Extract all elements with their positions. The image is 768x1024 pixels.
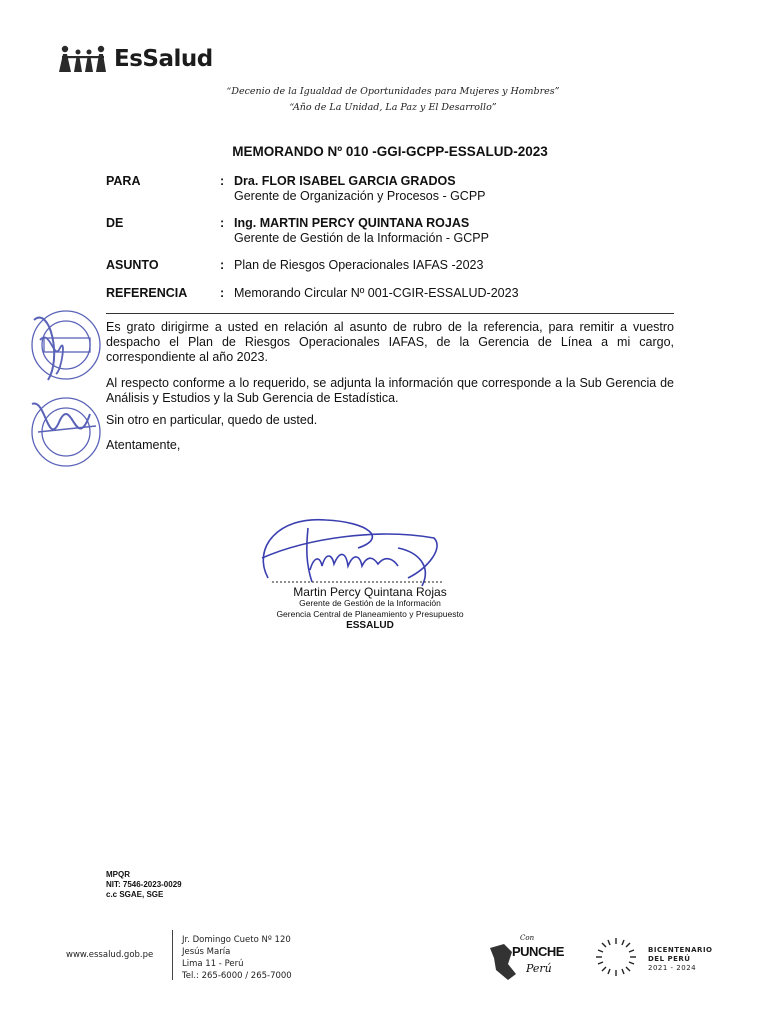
field-value-para bbox=[234, 174, 486, 204]
body-paragraph-1: Es grato dirigirme a usted en relación al asunto de rubro de la referencia, para remitir a vuestro despacho el Plan de Riesgos Operacionales IAFAS, de la Gerencia de Línea a mi cargo, correspondiente al año 2023. bbox=[106, 320, 674, 364]
footer-url[interactable]: www.essalud.gob.pe bbox=[66, 950, 154, 960]
signer-name: Martin Percy Quintana Rojas bbox=[293, 585, 447, 599]
bicentenario-line-2: DEL PERÚ bbox=[648, 955, 691, 963]
address-line-1: Jr. Domingo Cueto Nº 120 bbox=[182, 935, 291, 945]
reference-initials bbox=[106, 870, 182, 900]
campaign-punche: PUNCHE bbox=[512, 944, 564, 959]
campaign-con: Con bbox=[520, 934, 535, 942]
bicentenario-text bbox=[648, 946, 713, 973]
de-name: Ing. MARTIN PERCY QUINTANA ROJAS bbox=[234, 216, 470, 230]
field-label-de: DE bbox=[106, 216, 124, 230]
signer-role: Gerente de Gestión de la Información bbox=[299, 598, 441, 608]
signer-org: ESSALUD bbox=[346, 620, 394, 631]
header-divider bbox=[106, 313, 674, 314]
ref-line-3: c.c SGAE, SGE bbox=[106, 890, 164, 899]
bicentenario-line-3: 2021 - 2024 bbox=[648, 964, 697, 972]
field-label-para: PARA bbox=[106, 174, 141, 188]
family-logo-icon bbox=[56, 44, 110, 74]
campaign-peru: Perú bbox=[526, 962, 552, 975]
margin-stamps bbox=[26, 300, 110, 480]
para-role: Gerente de Organización y Procesos - GCPP bbox=[234, 189, 486, 203]
brand-name: EsSalud bbox=[114, 46, 213, 72]
field-label-referencia: REFERENCIA bbox=[106, 286, 188, 300]
signature-block bbox=[270, 587, 470, 631]
field-colon: : bbox=[220, 286, 225, 300]
address-line-2: Jesús María bbox=[182, 947, 231, 957]
body-paragraph-2: Al respecto conforme a lo requerido, se adjunta la información que corresponde a la Sub Gerencia de Análisis y Estudios y la Sub Gerencia de Estadística. bbox=[106, 376, 674, 405]
address-line-3: Lima 11 - Perú bbox=[182, 959, 244, 969]
essalud-logo bbox=[56, 42, 213, 76]
con-punche-peru-logo bbox=[486, 934, 576, 984]
field-colon: : bbox=[220, 174, 225, 188]
ref-line-1: MPQR bbox=[106, 870, 130, 879]
field-colon: : bbox=[220, 258, 225, 272]
address-line-4: Tel.: 265-6000 / 265-7000 bbox=[182, 971, 292, 981]
para-name: Dra. FLOR ISABEL GARCIA GRADOS bbox=[234, 174, 456, 188]
field-colon: : bbox=[220, 216, 225, 230]
field-label-asunto: ASUNTO bbox=[106, 258, 159, 272]
footer-divider bbox=[172, 930, 173, 980]
bicentenario-emblem-icon bbox=[590, 936, 642, 978]
memo-title: MEMORANDO Nº 010 -GGI-GCPP-ESSALUD-2023 bbox=[232, 144, 548, 159]
decenio-line-1: “Decenio de la Igualdad de Oportunidades para Mujeres y Hombres” bbox=[226, 86, 560, 97]
decenio-header bbox=[0, 84, 768, 116]
body-paragraph-3: Sin otro en particular, quedo de usted. bbox=[106, 413, 318, 427]
field-value-asunto: Plan de Riesgos Operacionales IAFAS -2023 bbox=[234, 258, 484, 272]
decenio-line-2: “Año de La Unidad, La Paz y El Desarrollo” bbox=[289, 102, 497, 113]
footer-address bbox=[182, 934, 292, 982]
signer-area: Gerencia Central de Planeamiento y Presupuesto bbox=[276, 609, 464, 619]
field-value-de bbox=[234, 216, 489, 246]
de-role: Gerente de Gestión de la Información - GCPP bbox=[234, 231, 489, 245]
ref-line-2: NIT: 7546-2023-0029 bbox=[106, 880, 182, 889]
bicentenario-line-1: BICENTENARIO bbox=[648, 946, 713, 954]
field-value-referencia: Memorando Circular Nº 001-CGIR-ESSALUD-2023 bbox=[234, 286, 519, 300]
closing: Atentamente, bbox=[106, 438, 181, 452]
